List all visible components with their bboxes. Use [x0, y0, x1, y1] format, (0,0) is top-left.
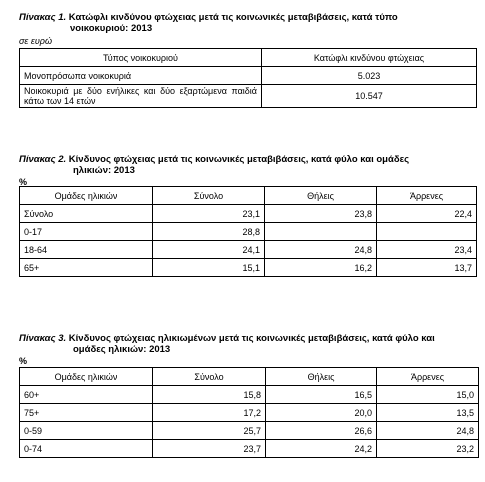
table1	[19, 48, 477, 108]
male-value: 13,5	[377, 404, 479, 422]
female-value: 23,8	[265, 205, 377, 223]
column-header: Θήλεις	[266, 368, 377, 386]
table-row	[20, 205, 477, 223]
female-value: 24,8	[265, 241, 377, 259]
column-header: Κατώφλι κινδύνου φτώχειας	[262, 49, 477, 67]
female-value: 16,5	[266, 386, 377, 404]
female-value: 20,0	[266, 404, 377, 422]
total-value: 23,7	[153, 440, 266, 458]
table-header-row	[20, 187, 477, 205]
threshold-value: 10.547	[262, 85, 477, 108]
table1-title-prefix: Πίνακας 1.	[19, 12, 67, 23]
threshold-value: 5.023	[262, 67, 477, 85]
table3-title-line2: ομάδες ηλικιών: 2013	[73, 344, 171, 355]
male-value: 22,4	[377, 205, 477, 223]
total-value: 15,1	[153, 259, 265, 277]
column-header: Ομάδες ηλικιών	[20, 187, 153, 205]
table1-unit: σε ευρώ	[19, 36, 52, 46]
row-label: 0-17	[20, 223, 153, 241]
table2-title-line2: ηλικιών: 2013	[73, 165, 135, 176]
table2-title-prefix: Πίνακας 2.	[19, 154, 67, 165]
column-header: Σύνολο	[153, 187, 265, 205]
row-label: Νοικοκυριά με δύο ενήλικες και δύο εξαρτώμενα παιδιά κάτω των 14 ετών	[20, 85, 262, 108]
total-value: 15,8	[153, 386, 266, 404]
male-value: 23,4	[377, 241, 477, 259]
column-header: Άρρενες	[377, 187, 477, 205]
table-row	[20, 241, 477, 259]
table2-title-line1: Κίνδυνος φτώχειας μετά τις κοινωνικές μεταβιβάσεις, κατά φύλο και ομάδες	[66, 154, 410, 165]
table3	[19, 367, 479, 458]
column-header: Σύνολο	[153, 368, 266, 386]
female-value: 24,2	[266, 440, 377, 458]
row-label: 60+	[20, 386, 153, 404]
male-value: 24,8	[377, 422, 479, 440]
male-value	[377, 223, 477, 241]
row-label: 65+	[20, 259, 153, 277]
row-label: Σύνολο	[20, 205, 153, 223]
table-row	[20, 223, 477, 241]
table3-unit: %	[19, 356, 28, 366]
female-value: 26,6	[266, 422, 377, 440]
male-value: 15,0	[377, 386, 479, 404]
table3-title-prefix: Πίνακας 3.	[19, 333, 67, 344]
total-value: 25,7	[153, 422, 266, 440]
column-header: Θήλεις	[265, 187, 377, 205]
table-row	[20, 259, 477, 277]
table3-title	[19, 333, 435, 355]
table1-title-line2: νοικοκυριού: 2013	[70, 23, 153, 34]
table-row	[20, 404, 479, 422]
table-header-row	[20, 49, 477, 67]
table1-title-line1: Κατώφλι κινδύνου φτώχειας μετά τις κοινωνικές μεταβιβάσεις, κατά τύπο	[66, 12, 398, 23]
row-label: 18-64	[20, 241, 153, 259]
table-row	[20, 85, 477, 108]
column-header: Άρρενες	[377, 368, 479, 386]
female-value: 16,2	[265, 259, 377, 277]
row-label: 0-74	[20, 440, 153, 458]
table-header-row	[20, 368, 479, 386]
male-value: 23,2	[377, 440, 479, 458]
table-row	[20, 386, 479, 404]
row-label: 75+	[20, 404, 153, 422]
female-value	[265, 223, 377, 241]
table-row	[20, 67, 477, 85]
total-value: 24,1	[153, 241, 265, 259]
table-row	[20, 422, 479, 440]
table2-unit: %	[19, 177, 28, 187]
row-label: Μονοπρόσωπα νοικοκυριά	[20, 67, 262, 85]
row-label: 0-59	[20, 422, 153, 440]
table3-title-line1: Κίνδυνος φτώχειας ηλικιωμένων μετά τις κοινωνικές μεταβιβάσεις, κατά φύλο και	[66, 333, 435, 344]
total-value: 23,1	[153, 205, 265, 223]
column-header: Ομάδες ηλικιών	[20, 368, 153, 386]
table2	[19, 186, 477, 277]
table2-title	[19, 154, 409, 176]
column-header: Τύπος νοικοκυριού	[20, 49, 262, 67]
total-value: 28,8	[153, 223, 265, 241]
table1-title	[19, 12, 398, 34]
male-value: 13,7	[377, 259, 477, 277]
total-value: 17,2	[153, 404, 266, 422]
table-row	[20, 440, 479, 458]
